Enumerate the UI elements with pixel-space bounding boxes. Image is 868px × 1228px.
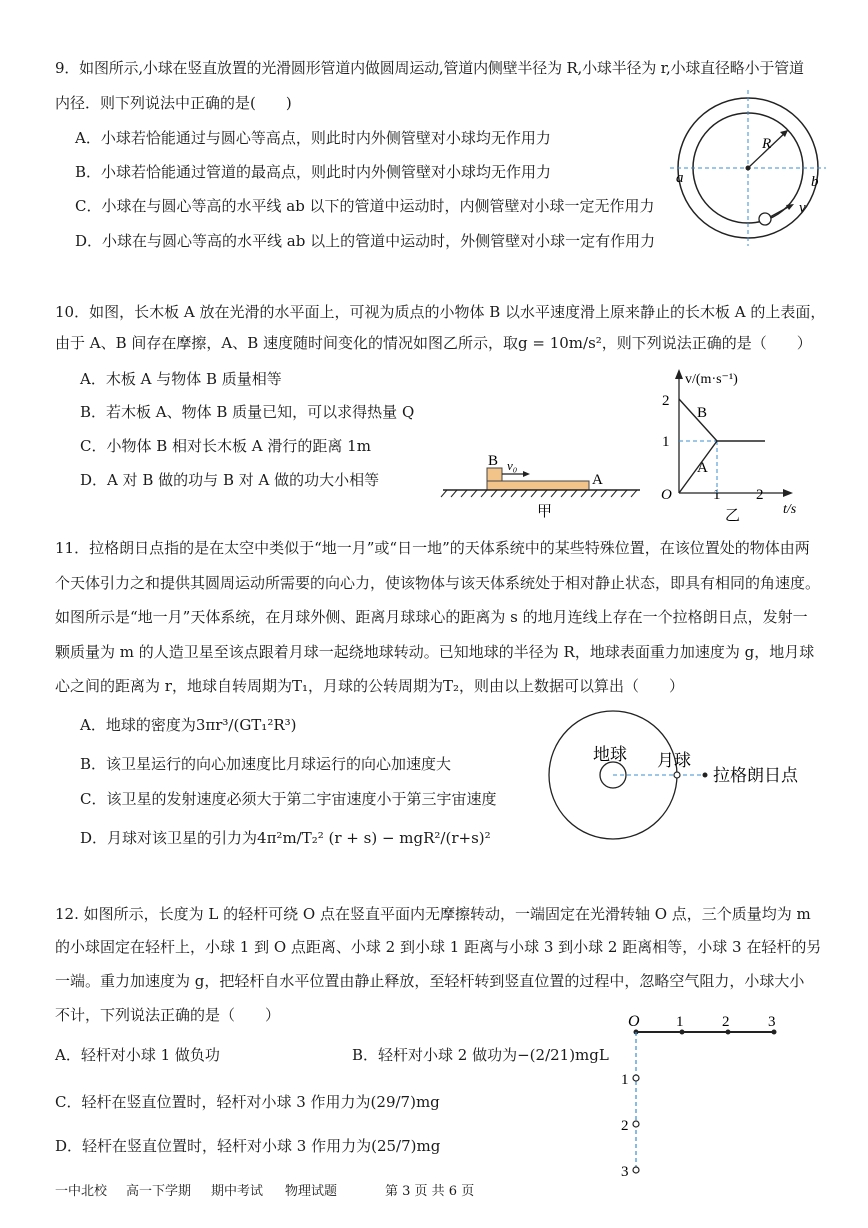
xtick-2: 2 xyxy=(756,487,764,503)
footer-school: 一中北校 xyxy=(55,1184,108,1199)
q12-line2: 的小球固定在轻杆上，小球 1 到 O 点距离、小球 2 到小球 1 距离与小球 3 到小球 2 距离相等，小球 3 在轻杆的另 xyxy=(55,938,822,956)
q12-option-d: D．轻杆在竖直位置时，轻杆对小球 3 作用力为(25/7)mg xyxy=(55,1137,441,1155)
q11-line4: 颗质量为 m 的人造卫星至该点跟着月球一起绕地球转动。已知地球的半径为 R，地球表面重力加速度为 g，地月球 xyxy=(55,643,815,661)
lagrange-point xyxy=(703,773,708,778)
q12-option-c: C．轻杆在竖直位置时，轻杆对小球 3 作用力为(29/7)mg xyxy=(55,1093,440,1111)
v0-arrowhead xyxy=(523,471,530,477)
label-b: B xyxy=(488,453,499,469)
q10-option-b: B．若木板 A、物体 B 质量已知，可以求得热量 Q xyxy=(80,403,415,421)
label-a: A xyxy=(697,460,708,476)
q10-vt-graph xyxy=(655,365,810,525)
q10-stem-line1: 10．如图，长木板 A 放在光滑的水平面上，可视为质点的小物体 B 以水平速度滑上原来静止的长木板 A 的上表面， xyxy=(55,303,826,321)
q12-line1: 12. 如图所示，长度为 L 的轻杆可绕 O 点在竖直平面内无摩擦转动，一端固定在光滑转轴 O 点，三个质量均为 m xyxy=(55,905,811,923)
x-axis-label: t/s xyxy=(783,502,797,517)
moon xyxy=(674,772,680,778)
q9-option-b: B．小球若恰能通过管道的最高点，则此时内外侧管壁对小球均无作用力 xyxy=(75,163,552,181)
q11-line3: 如图所示是“地一月”天体系统，在月球外侧、距离月球球心的距离为 s 的地月连线上存在一个拉格朗日点，发射一 xyxy=(55,608,808,626)
q9-option-a: A．小球若恰能通过与圆心等高点，则此时内外侧管壁对小球均无作用力 xyxy=(75,129,551,147)
block-b xyxy=(487,468,502,481)
board-a xyxy=(487,481,589,490)
q11-line2: 个天体引力之和提供其圆周运动所需要的向心力，使该物体与该天体系统处于相对静止状态，即具有相同的角速度。 xyxy=(55,574,821,592)
q9-option-c: C．小球在与圆心等高的水平线 ab 以下的管道中运动时，内侧管壁对小球一定无作用力 xyxy=(75,197,655,215)
q11-option-c: C．该卫星的发射速度必须大于第二宇宙速度小于第三宇宙速度 xyxy=(80,790,497,808)
q11-line5: 心之间的距离为 r，地球自转周期为T₁，月球的公转周期为T₂，则由以上数据可以算出（ ） xyxy=(55,677,684,695)
ball-v3 xyxy=(633,1167,639,1173)
label-b: b xyxy=(811,174,819,190)
origin-label: O xyxy=(661,487,672,503)
ball-h3 xyxy=(772,1030,777,1035)
label-r: R xyxy=(762,136,772,152)
q10-option-c: C．小物体 B 相对长木板 A 滑行的距离 1m xyxy=(80,437,371,455)
ytick-1: 1 xyxy=(662,434,670,450)
q10-option-d: D．A 对 B 做的功与 B 对 A 做的功大小相等 xyxy=(80,471,380,489)
q9-tube-diagram xyxy=(670,90,830,250)
label-v0: v₀ xyxy=(507,458,518,473)
label-v3: 3 xyxy=(621,1164,629,1180)
q12-line3: 一端。重力加速度为 g，把轻杆自水平位置由静止释放，至轻杆转到竖直位置的过程中，忽略空气阻力，小球大小 xyxy=(55,972,805,990)
label-h1: 1 xyxy=(676,1014,684,1030)
ytick-2: 2 xyxy=(662,393,670,409)
q12-line4: 不计，下列说法正确的是（ ） xyxy=(55,1006,281,1024)
velocity-arrowhead xyxy=(786,204,794,210)
footer-exam: 期中考试 xyxy=(211,1184,264,1199)
label-o: O xyxy=(628,1013,640,1030)
q9-stem-line2: 内径．则下列说法中正确的是( ) xyxy=(55,94,292,112)
q9-stem-line1: 9．如图所示,小球在竖直放置的光滑圆形管道内做圆周运动,管道内侧壁半径为 R,小球半径为 r,小球直径略小于管道 xyxy=(55,59,804,77)
q11-earth-moon-diagram xyxy=(545,700,815,850)
ball-v2 xyxy=(633,1121,639,1127)
q10-board-diagram xyxy=(435,450,645,522)
label-a: a xyxy=(676,170,684,186)
y-axis-label: v/(m·s⁻¹) xyxy=(685,372,738,387)
caption-jia: 甲 xyxy=(537,502,553,520)
label-b: B xyxy=(697,405,708,421)
caption-yi: 乙 xyxy=(725,506,741,524)
q9-option-d: D．小球在与圆心等高的水平线 ab 以上的管道中运动时，外侧管壁对小球一定有作用力 xyxy=(75,232,656,250)
q12-option-a: A．轻杆对小球 1 做负功 xyxy=(55,1046,220,1064)
small-ball xyxy=(759,213,771,225)
label-moon: 月球 xyxy=(657,751,691,771)
label-earth: 地球 xyxy=(593,745,627,765)
q10-stem-line2: 由于 A、B 间存在摩擦，A、B 速度随时间变化的情况如图乙所示，取g = 10m/s²，则下列说法正确的是（ ） xyxy=(55,334,812,352)
footer-subject: 物理试题 xyxy=(285,1184,338,1199)
q12-option-b: B．轻杆对小球 2 做功为−(2/21)mgL xyxy=(352,1046,609,1064)
q11-line1: 11．拉格朗日点指的是在太空中类似于“地一月”或“日一地”的天体系统中的某些特殊位置，在该位置处的物体由两 xyxy=(55,539,810,557)
ground-hatch xyxy=(441,490,637,497)
q10-option-a: A．木板 A 与物体 B 质量相等 xyxy=(80,370,282,388)
y-axis-arrow xyxy=(675,369,683,379)
q12-rod-diagram xyxy=(612,1008,792,1188)
label-a: A xyxy=(592,472,603,488)
x-axis-arrow xyxy=(783,489,793,497)
label-h3: 3 xyxy=(768,1014,776,1030)
xtick-1: 1 xyxy=(713,487,721,503)
ball-h1 xyxy=(680,1030,685,1035)
label-v1: 1 xyxy=(621,1072,629,1088)
ball-h2 xyxy=(726,1030,731,1035)
ball-v1 xyxy=(633,1075,639,1081)
label-h2: 2 xyxy=(722,1014,730,1030)
label-v2: 2 xyxy=(621,1118,629,1134)
q11-option-b: B．该卫星运行的向心加速度比月球运行的向心加速度大 xyxy=(80,755,452,773)
footer-page: 第 3 页 共 6 页 xyxy=(385,1184,475,1199)
footer-grade: 高一下学期 xyxy=(126,1184,192,1199)
q11-option-a: A．地球的密度为3πr³/(GT₁²R³) xyxy=(80,716,297,734)
label-lagrange: 拉格朗日点 xyxy=(713,766,798,786)
q11-option-d: D．月球对该卫星的引力为4π²m/T₂² (r + s) − mgR²/(r+s)² xyxy=(80,829,491,847)
label-v: v xyxy=(799,200,806,216)
